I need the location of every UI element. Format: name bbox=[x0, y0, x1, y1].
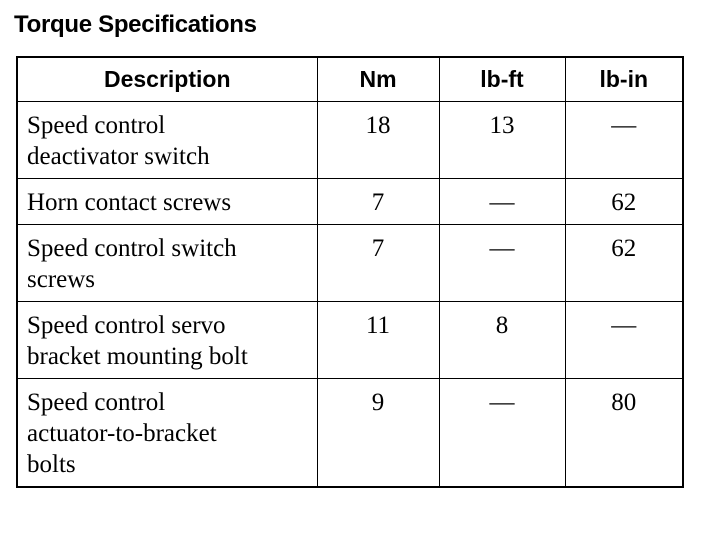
lb-in-cell: 62 bbox=[565, 179, 683, 225]
description-line: Speed control switch bbox=[27, 235, 237, 262]
description-cell bbox=[17, 302, 317, 379]
torque-specifications-table bbox=[16, 56, 684, 488]
table-row bbox=[17, 179, 683, 225]
lb-ft-cell: — bbox=[439, 379, 565, 488]
description-cell bbox=[17, 379, 317, 488]
lb-in-cell: — bbox=[565, 302, 683, 379]
nm-cell: 9 bbox=[317, 379, 439, 488]
description-line: bolts bbox=[27, 451, 76, 478]
lb-ft-cell: — bbox=[439, 179, 565, 225]
lb-ft-cell: 8 bbox=[439, 302, 565, 379]
description-line: bracket mounting bolt bbox=[27, 343, 248, 370]
page-title: Torque Specifications bbox=[14, 11, 257, 38]
table-header-row bbox=[17, 57, 683, 102]
header-lb-ft: lb-ft bbox=[439, 57, 565, 102]
header-lb-in: lb-in bbox=[565, 57, 683, 102]
table-row bbox=[17, 302, 683, 379]
header-nm: Nm bbox=[317, 57, 439, 102]
description-cell bbox=[17, 225, 317, 302]
table-row bbox=[17, 379, 683, 488]
description-line: actuator-to-bracket bbox=[27, 420, 217, 447]
description-line: Speed control bbox=[27, 389, 166, 416]
description-line: Horn contact screws bbox=[27, 189, 232, 216]
description-line: screws bbox=[27, 266, 96, 293]
lb-ft-cell: — bbox=[439, 225, 565, 302]
lb-in-cell: 62 bbox=[565, 225, 683, 302]
nm-cell: 11 bbox=[317, 302, 439, 379]
header-description: Description bbox=[17, 57, 317, 102]
lb-in-cell: — bbox=[565, 102, 683, 179]
description-line: Speed control servo bbox=[27, 312, 226, 339]
nm-cell: 7 bbox=[317, 179, 439, 225]
table-row bbox=[17, 225, 683, 302]
description-cell bbox=[17, 102, 317, 179]
table-row bbox=[17, 102, 683, 179]
nm-cell: 18 bbox=[317, 102, 439, 179]
description-line: Speed control bbox=[27, 112, 166, 139]
nm-cell: 7 bbox=[317, 225, 439, 302]
lb-ft-cell: 13 bbox=[439, 102, 565, 179]
lb-in-cell: 80 bbox=[565, 379, 683, 488]
description-line: deactivator switch bbox=[27, 143, 210, 170]
description-cell bbox=[17, 179, 317, 225]
